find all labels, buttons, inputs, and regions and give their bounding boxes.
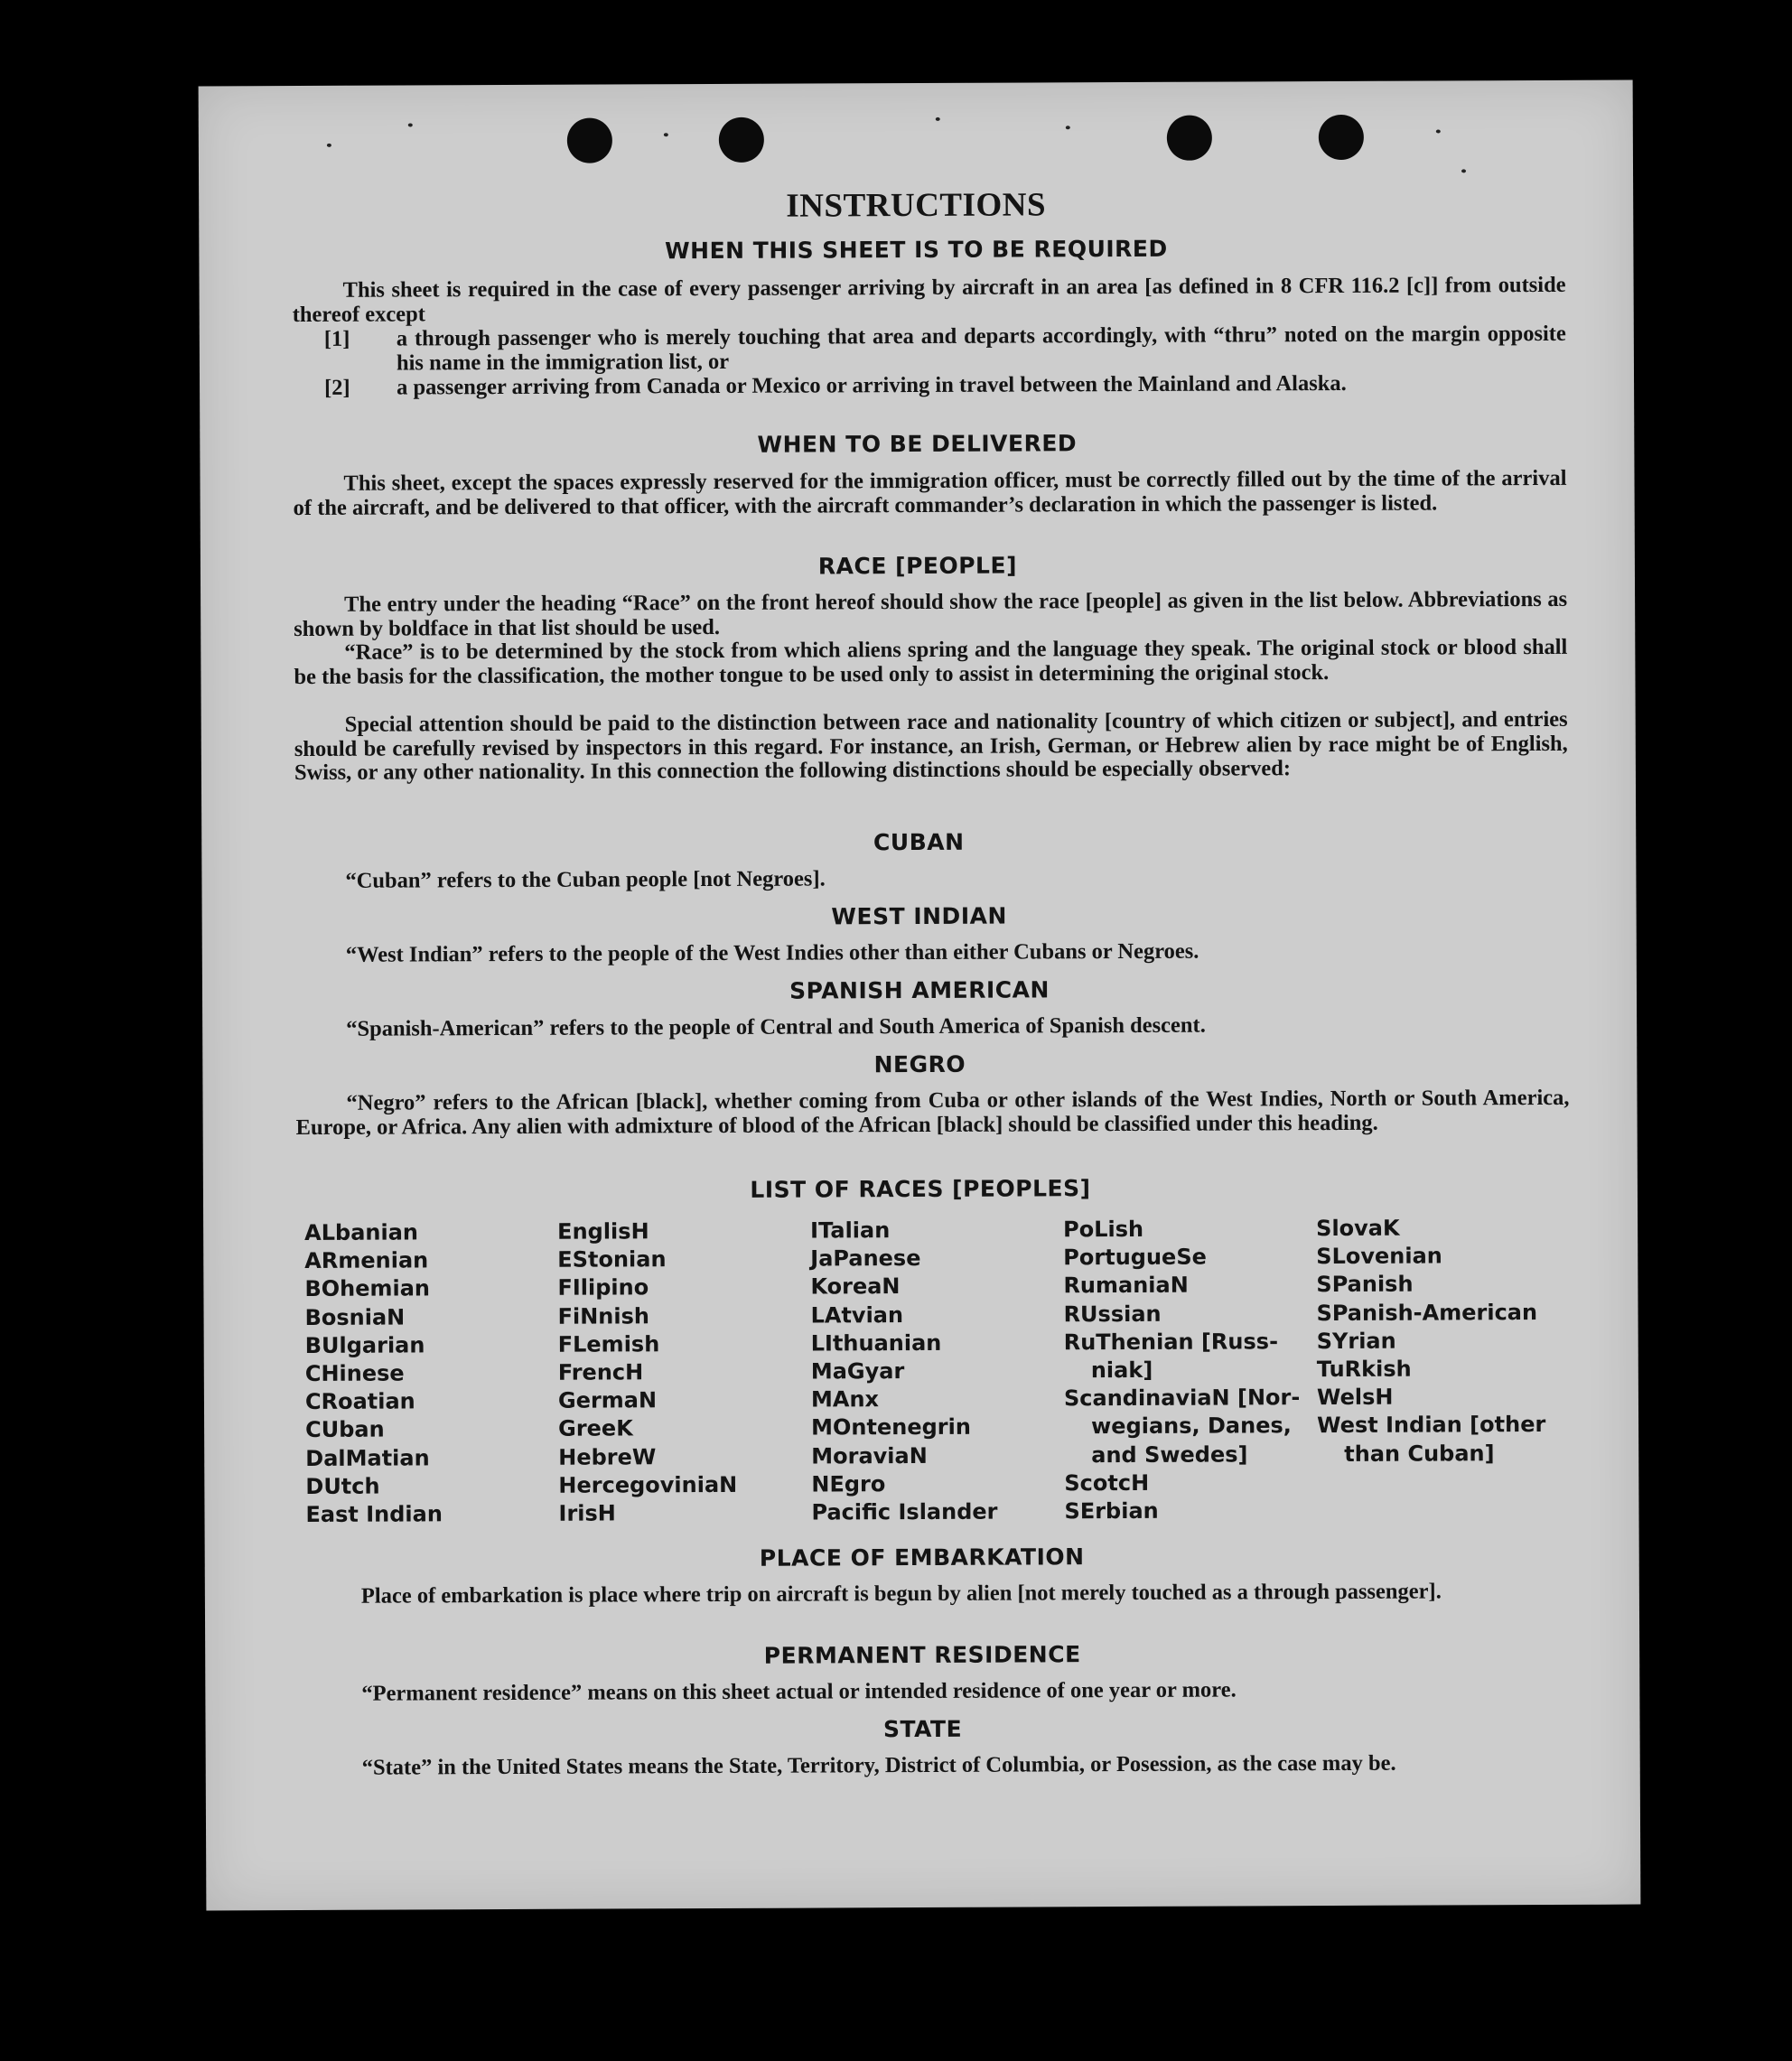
race-item: MoraviaN xyxy=(811,1442,928,1469)
paragraph-race-3-text: Special attention should be paid to the distinction between race and nationality [country of which citizen or subject], and entries should be carefully revised by inspectors in this regard. For instance, an Irish, German, or Hebrew alien by race might be of English, Swiss, or any other nationality. In this connection the following distinctions should be especially observed: xyxy=(294,706,1568,786)
exception-item-1 xyxy=(323,321,1566,376)
race-item: PoLish xyxy=(1063,1216,1144,1243)
race-item: TuRkish xyxy=(1316,1356,1412,1383)
paragraph-negro-text: “Negro” refers to the African [black], whether coming from Cuba or other islands of the West Indies, North or South America, Europe, or Africa. Any alien with admixture of blood of the African [black] should be classified under this heading. xyxy=(295,1085,1570,1140)
paragraph-state xyxy=(312,1751,1585,1781)
race-item: BosniaN xyxy=(304,1304,406,1330)
race-item: WelsH xyxy=(1316,1384,1394,1411)
races-column-2 xyxy=(557,1217,802,1528)
races-list xyxy=(304,1214,1587,1528)
paragraph-race-2-text: “Race” is to be determined by the stock from which aliens spring and the language they speak. The original stock or blood shall be the basis for the classification, the mother tongue to be used only to assist in determining the original stock. xyxy=(294,634,1568,689)
paragraph-required xyxy=(293,274,1566,327)
heading-spanish-american: SPANISH AMERICAN xyxy=(789,976,1050,1004)
race-item: KoreaN xyxy=(810,1273,901,1300)
race-item: DUtch xyxy=(305,1473,380,1499)
race-item: ARmenian xyxy=(304,1247,429,1274)
exception-item-2 xyxy=(323,370,1566,400)
race-item: NEgro xyxy=(811,1470,886,1497)
race-item: RUssian xyxy=(1063,1301,1162,1327)
race-item: ScotcH xyxy=(1064,1469,1150,1497)
race-item: EStonian xyxy=(557,1246,667,1273)
heading-negro: NEGRO xyxy=(873,1050,966,1078)
paragraph-spanish-american xyxy=(295,1012,1569,1042)
exception-number: [2] xyxy=(323,375,350,400)
race-item: FLemish xyxy=(557,1331,660,1357)
race-item: CHinese xyxy=(304,1360,405,1386)
race-item: SYrian xyxy=(1316,1328,1396,1354)
paragraph-race-1-text: The entry under the heading “Race” on the front hereof should show the race [people] as given in the list below. Abbreviations as shown by boldface in that list should be used. xyxy=(294,586,1568,641)
heading-delivered: WHEN TO BE DELIVERED xyxy=(757,430,1078,458)
paragraph-race-1 xyxy=(294,588,1567,641)
race-item: ITalian xyxy=(810,1217,891,1244)
race-item: ALbanian xyxy=(304,1219,419,1245)
race-item: EnglisH xyxy=(557,1218,649,1245)
races-column-4 xyxy=(1063,1215,1308,1525)
race-item: PortugueSe xyxy=(1063,1244,1207,1271)
paragraph-cuban-text: “Cuban” refers to the Cuban people [not Negroes]. xyxy=(345,866,826,893)
exception-number: [1] xyxy=(323,326,350,351)
paragraph-negro xyxy=(295,1086,1569,1140)
heading-embarkation: PLACE OF EMBARKATION xyxy=(759,1543,1085,1571)
race-item-continued: than Cuban] xyxy=(1344,1440,1495,1467)
races-column-3 xyxy=(810,1216,1055,1526)
race-item: ScandinaviaN [Nor- xyxy=(1063,1385,1301,1412)
race-item: GermaN xyxy=(557,1387,658,1413)
race-item: West Indian [other xyxy=(1317,1412,1546,1439)
race-item: HercegoviniaN xyxy=(558,1471,738,1498)
race-item: FrencH xyxy=(557,1359,644,1385)
heading-state: STATE xyxy=(882,1715,963,1743)
paragraph-race-3 xyxy=(294,708,1568,786)
race-item: FIlipino xyxy=(557,1274,649,1301)
page-title: INSTRUCTIONS xyxy=(786,186,1047,225)
paragraph-residence-text: “Permanent residence” means on this sheet actual or intended residence of one year or more. xyxy=(361,1677,1237,1706)
race-item: CUban xyxy=(305,1417,385,1443)
paragraph-race-2 xyxy=(294,636,1567,689)
race-item: FiNnish xyxy=(557,1302,649,1329)
race-item: SPanish xyxy=(1316,1272,1414,1298)
race-item: LAtvian xyxy=(810,1301,904,1329)
exception-text: a through passenger who is merely touching that area and departs accordingly, with “thru” noted on the margin opposite his name in the immigration list, or xyxy=(396,321,1566,376)
race-item: CRoatian xyxy=(304,1388,415,1415)
heading-cuban: CUBAN xyxy=(873,828,965,856)
paragraph-cuban xyxy=(294,864,1568,894)
race-item: MaGyar xyxy=(810,1358,905,1385)
paragraph-required-text: This sheet is required in the case of every passenger arriving by aircraft in an area [as defined in 8 CFR 116.2 [c]] from outside thereof except xyxy=(292,272,1566,327)
races-column-1 xyxy=(304,1218,549,1529)
paragraph-delivered xyxy=(293,467,1566,520)
race-item-continued: wegians, Danes, xyxy=(1091,1413,1292,1440)
race-item: GreeK xyxy=(558,1415,633,1442)
race-item-continued: niak] xyxy=(1090,1357,1153,1384)
paragraph-embarkation xyxy=(311,1580,1584,1609)
paragraph-state-text: “State” in the United States means the State, Territory, District of Columbia, or Posession, as the case may be. xyxy=(361,1750,1396,1780)
paragraph-west-indian xyxy=(295,938,1569,968)
race-item: MOntenegrin xyxy=(811,1414,971,1441)
heading-list-of-races: LIST OF RACES [PEOPLES] xyxy=(750,1175,1091,1203)
race-item: Pacific Islander xyxy=(811,1498,998,1525)
race-item: BOhemian xyxy=(304,1275,431,1302)
paragraph-spanish-american-text: “Spanish-American” refers to the people of Central and South America of Spanish descent. xyxy=(346,1012,1206,1041)
exception-text: a passenger arriving from Canada or Mexico or arriving in travel between the Mainland and Alaska. xyxy=(396,370,1347,400)
race-item: JaPanese xyxy=(810,1245,921,1272)
race-item: DalMatian xyxy=(305,1444,430,1471)
heading-required: WHEN THIS SHEET IS TO BE REQUIRED xyxy=(665,235,1168,265)
race-item: SlovaK xyxy=(1316,1215,1400,1242)
paragraph-west-indian-text: “West Indian” refers to the people of the West Indies other than either Cubans or Negroes. xyxy=(345,938,1199,967)
race-item: LIthuanian xyxy=(810,1329,942,1357)
instructions-content xyxy=(199,80,1641,1911)
race-item: RumaniaN xyxy=(1063,1273,1189,1299)
heading-west-indian: WEST INDIAN xyxy=(831,902,1007,930)
race-item: SLovenian xyxy=(1316,1243,1442,1270)
race-item: East Indian xyxy=(305,1501,443,1528)
race-item: HebreW xyxy=(558,1443,657,1470)
race-item-continued: and Swedes] xyxy=(1091,1441,1248,1468)
heading-race: RACE [PEOPLE] xyxy=(817,552,1018,580)
races-column-5 xyxy=(1316,1214,1561,1469)
document-sheet xyxy=(199,80,1641,1911)
race-item: MAnx xyxy=(810,1386,880,1413)
race-item: BUlgarian xyxy=(304,1332,425,1358)
paragraph-delivered-text: This sheet, except the spaces expressly reserved for the immigration officer, must be correctly filled out by the time of the arrival of the aircraft, and be delivered to that officer, with the aircraft commander’s declaration in which the passenger is listed. xyxy=(293,465,1567,520)
paragraph-residence xyxy=(311,1677,1584,1707)
heading-residence: PERMANENT RESIDENCE xyxy=(763,1641,1081,1669)
race-item: IrisH xyxy=(558,1500,616,1526)
paragraph-embarkation-text: Place of embarkation is place where trip on aircraft is begun by alien [not merely touched as a through passenger]. xyxy=(360,1579,1442,1609)
race-item: SPanish-American xyxy=(1316,1299,1538,1326)
race-item: RuThenian [Russ- xyxy=(1063,1329,1279,1356)
race-item: SErbian xyxy=(1064,1497,1159,1525)
